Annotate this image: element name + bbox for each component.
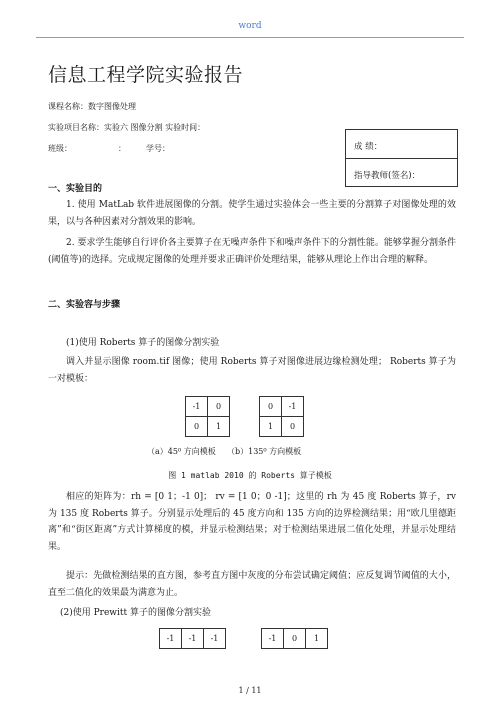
matrix-cell: 0 [208,397,230,417]
objective-paragraph-2: 2. 要求学生能够自行评价各主要算子在无噪声条件下和噪声条件下的分割性能。能够掌握分割条件(阈值等)的选择。完成规定图像的处理并要求正确评价处理结果，能够从理论上作出合理的解释。 [48,238,456,265]
class-label: 班级： [48,144,72,153]
teacher-signature-label: 指导教师(签名)： [346,158,457,186]
prewitt-template-a-row [159,628,226,649]
matrix-cell: -1 [182,629,204,649]
matrix-cell: 1 [306,629,328,649]
matrix-cell: 1 [208,417,230,437]
project-name: 实验项目名称：实验六 图像分割 实验时间： [48,123,206,132]
matrix-cell: -1 [282,397,304,417]
matrix-cell: 1 [260,417,282,437]
header-divider [36,37,464,38]
caption-45-template: （a）45⁰ 方向模板 [147,447,216,456]
student-id-label: 学号： [146,144,170,153]
subsection-prewitt: (2)使用 Prewitt 算子的图像分割实验 [60,608,211,618]
matrix-cell: 0 [284,629,306,649]
caption-135-template: （b）135⁰ 方向模板 [227,447,302,456]
matrix-cell: 0 [260,397,282,417]
header-word-link[interactable]: word [238,21,262,31]
score-box [345,129,458,187]
matrix-cell: -1 [186,397,208,417]
matrix-cell: 0 [282,417,304,437]
section-heading-objective: 一、实验目的 [48,184,103,194]
class-colon: ： [118,144,126,153]
section-heading-content: 二、实验容与步骤 [48,300,121,310]
page-title: 信息工程学院实验报告 [48,64,244,86]
threshold-hint-paragraph: 提示：先做检测结果的直方图，参考直方图中灰度的分布尝试确定阈值；应反复调节阈值的大小，直至二值化的效果最为满意为止。 [48,571,456,598]
matrix-cell: 0 [186,417,208,437]
matrix-cell: -1 [204,629,226,649]
page-number: 1 / 11 [238,686,262,695]
subsection-roberts: (1)使用 Roberts 算子的图像分割实验 [66,338,220,348]
roberts-matrix-paragraph: 相应的矩阵为：rh = [0 1；-1 0]； rv = [1 0；0 -1]；这里的 rh 为 45 度 Roberts 算子，rv 为 135 度 Roberts 算子。分别显示处理后的 45 度方向和 135 方向的边界检测结果；用“欧几里德距离”和“街区距离”方式计算梯度的模，并显示检测结果；对于检测结果进展二值化处理，并显示处理结果。 [48,492,456,552]
objective-paragraph-1: 1. 使用 MatLab 软件进展图像的分割。使学生通过实验体会一些主要的分割算子对图像处理的效果，以与各种因素对分割效果的影响。 [48,200,456,227]
matrix-cell: -1 [160,629,182,649]
roberts-intro-paragraph: 调入并显示图像 room.tif 图像；使用 Roberts 算子对图像进展边缘检测处理； Roberts 算子为一对模板： [48,357,456,384]
class-row [48,143,170,154]
figure-1-caption: 图 1 matlab 2010 的 Roberts 算子模板 [168,471,332,480]
course-name: 课程名称：数字图像处理 [48,102,136,111]
roberts-45-template [185,396,230,437]
prewitt-template-b-row [261,628,328,649]
matrix-cell: -1 [262,629,284,649]
roberts-135-template [259,396,304,437]
score-label: 成 绩： [354,142,383,152]
